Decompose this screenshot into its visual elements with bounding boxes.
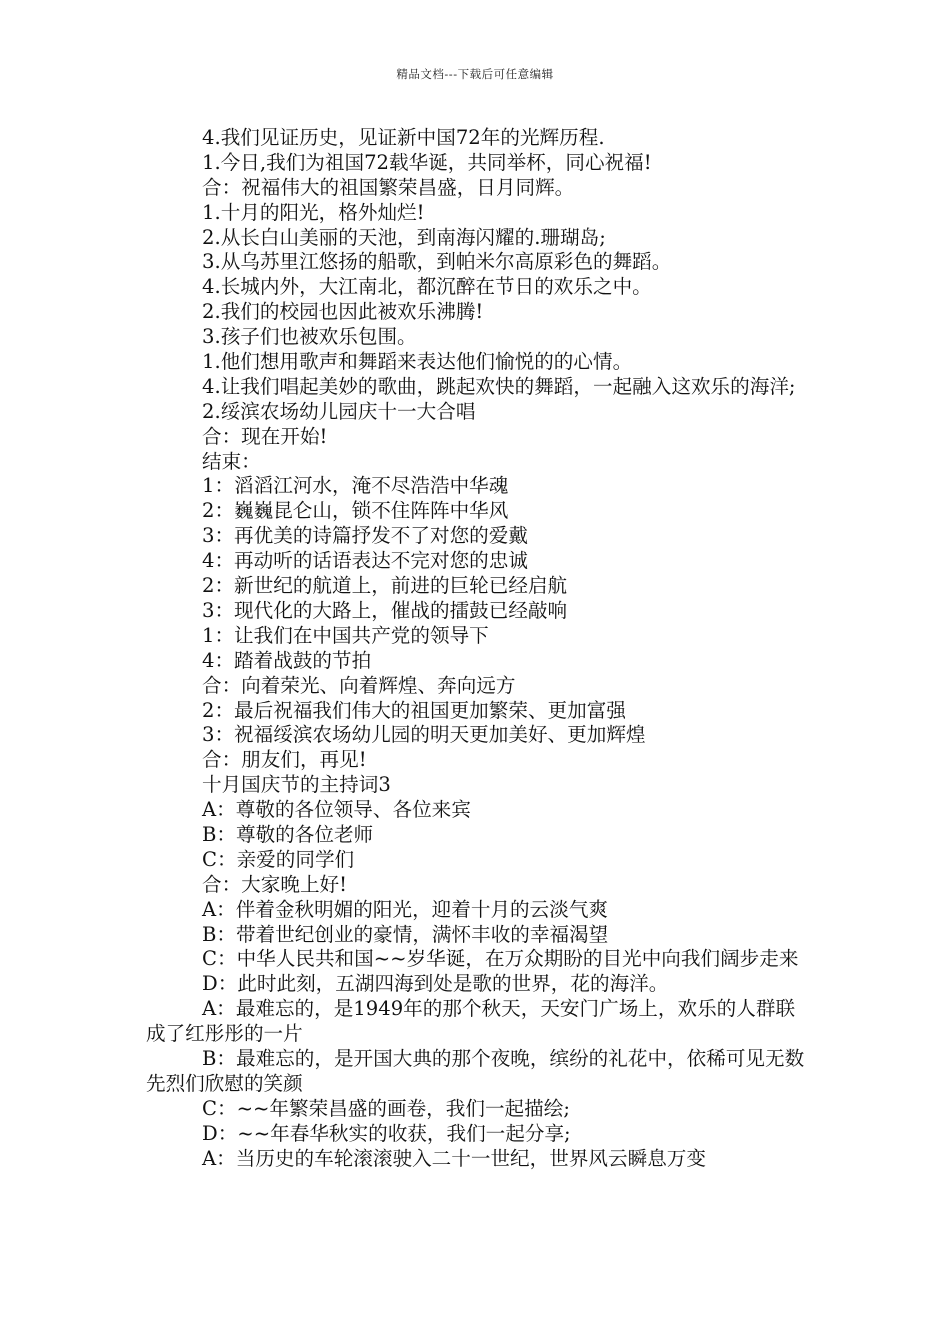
document-line: 合：现在开始! bbox=[202, 424, 328, 448]
document-line: C：~~年繁荣昌盛的画卷，我们一起描绘; bbox=[202, 1096, 570, 1120]
document-line: 1.十月的阳光，格外灿烂! bbox=[202, 200, 425, 224]
document-line: A：尊敬的各位领导、各位来宾 bbox=[202, 798, 471, 822]
document-line: 1：滔滔江河水，淹不尽浩浩中华魂 bbox=[202, 474, 509, 498]
document-line: 4：再动听的话语表达不完对您的忠诚 bbox=[202, 549, 528, 573]
document-line: 2.从长白山美丽的天池，到南海闪耀的.珊瑚岛; bbox=[202, 225, 606, 249]
document-line: 2：巍巍昆仑山，锁不住阵阵中华风 bbox=[202, 499, 509, 523]
document-line: 3.从乌苏里江悠扬的船歌，到帕米尔高原彩色的舞蹈。 bbox=[202, 250, 672, 274]
document-body bbox=[146, 126, 810, 1172]
document-line: 2：新世纪的航道上，前进的巨轮已经启航 bbox=[202, 574, 568, 598]
document-line: D：~~年春华秋实的收获，我们一起分享; bbox=[202, 1121, 571, 1145]
document-line: 3：现代化的大路上，催战的擂鼓已经敲响 bbox=[202, 598, 568, 622]
document-line: 3：祝福绥滨农场幼儿园的明天更加美好、更加辉煌 bbox=[202, 723, 646, 747]
document-line: 4.长城内外，大江南北，都沉醉在节日的欢乐之中。 bbox=[202, 275, 652, 299]
document-line: 合：祝福伟大的祖国繁荣昌盛，日月同辉。 bbox=[202, 175, 575, 199]
document-line: 2.我们的校园也因此被欢乐沸腾! bbox=[202, 300, 484, 324]
document-line: 4.让我们唱起美妙的歌曲，跳起欢快的舞蹈，一起融入这欢乐的海洋; bbox=[202, 374, 796, 398]
document-line: D：此时此刻，五湖四海到处是歌的世界，花的海洋。 bbox=[202, 972, 669, 996]
page-header: 精品文档---下载后可任意编辑 bbox=[396, 67, 554, 81]
document-line: A：当历史的车轮滚滚驶入二十一世纪，世界风云瞬息万变 bbox=[202, 1146, 706, 1170]
document-line: 4：踏着战鼓的节拍 bbox=[202, 648, 372, 672]
document-line: 2.绥滨农场幼儿园庆十一大合唱 bbox=[202, 399, 476, 423]
document-line: 1.他们想用歌声和舞蹈来表达他们愉悦的的心情。 bbox=[202, 350, 633, 374]
document-line: 4.我们见证历史，见证新中国72年的光辉历程. bbox=[202, 126, 605, 149]
document-line: 1.今日,我们为祖国72载华诞，共同举杯，同心祝福! bbox=[202, 150, 652, 174]
document-line: A：最难忘的，是1949年的那个秋天，天安门广场上，欢乐的人群联成了红彤彤的一片 bbox=[146, 997, 796, 1046]
document-line: 十月国庆节的主持词3 bbox=[202, 773, 391, 797]
document-line: 合：向着荣光、向着辉煌、奔向远方 bbox=[202, 673, 516, 697]
document-line: 合：朋友们，再见! bbox=[202, 748, 367, 772]
document-line: C：亲爱的同学们 bbox=[202, 847, 355, 871]
document-line: B：最难忘的，是开国大典的那个夜晚，缤纷的礼花中，依稀可见无数先烈们欣慰的笑颜 bbox=[146, 1047, 805, 1095]
document-line: 合：大家晚上好! bbox=[202, 872, 348, 896]
document-line: 结束： bbox=[202, 449, 261, 473]
document-line: B：尊敬的各位老师 bbox=[202, 822, 374, 846]
document-line: B：带着世纪创业的豪情，满怀丰收的幸福渴望 bbox=[202, 922, 609, 946]
document-line: 2：最后祝福我们伟大的祖国更加繁荣、更加富强 bbox=[202, 698, 626, 722]
document-line: 3：再优美的诗篇抒发不了对您的爱戴 bbox=[202, 524, 528, 548]
document-line: A：伴着金秋明媚的阳光，迎着十月的云淡气爽 bbox=[202, 897, 609, 921]
document-line: 3.孩子们也被欢乐包围。 bbox=[202, 325, 417, 349]
document-line: C：中华人民共和国~~岁华诞，在万众期盼的目光中向我们阔步走来 bbox=[202, 947, 799, 971]
document-line: 1：让我们在中国共产党的领导下 bbox=[202, 623, 489, 647]
